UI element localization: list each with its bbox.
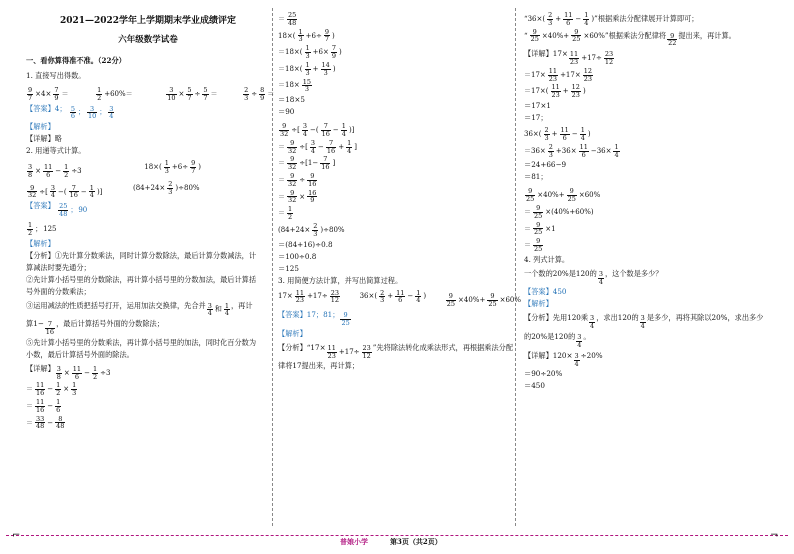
corner-mark: ¬: [770, 530, 779, 541]
step: ＝17×( $\frac{11}{23}$ + $\frac{12}{23}$ ): [524, 83, 586, 100]
step: $\frac{9}{25}$ ×40%+ $\frac{9}{25}$ ×60%: [526, 187, 601, 204]
detail-4: 【详解】120× $\frac{3}{4}$ ÷20%: [524, 350, 603, 368]
jiexi-label: 【解析】: [278, 328, 307, 338]
detail-3: 【详解】17× $\frac{11}{23}$ +17÷ $\frac{23}{12}$: [524, 49, 614, 66]
column-divider: [515, 8, 516, 526]
jiexi-label: 【解析】: [524, 299, 553, 309]
step: ＝ $\frac{25}{48}$: [278, 11, 297, 27]
analysis-line: 的20%是120的 $\frac{3}{4}$ 。: [524, 332, 591, 349]
detail-2: 【详解】 $\frac{3}{8}$ × $\frac{11}{6}$ − $\frac{1}{2}$ ÷3: [26, 363, 111, 381]
step: ＝100÷0.8: [278, 251, 317, 261]
step: ＝ $\frac{9}{32}$ ÷ $\frac{9}{16}$: [278, 172, 317, 188]
question-2: 2. 用递等式计算。: [26, 146, 86, 156]
answer-4: 【答案】450: [524, 287, 567, 297]
column-1: [26, 10, 275, 522]
analysis-line: 【分析】先用120乘 $\frac{3}{4}$ ，求出120的 $\frac{3}{4}$ 是多少，再将其除以20%，求出多少: [524, 313, 764, 331]
step: ＝24+66−9: [524, 160, 567, 170]
corner-mark: ⌐: [12, 530, 21, 541]
step: ＝90: [278, 107, 295, 117]
q1-expressions: $\frac{9}{7}$ ×4× $\frac{7}{9}$ ＝ $\frac{1}{2}$ +60%＝ $\frac{3}{10}$ × $\frac{5}{7}$ ÷ $\frac{5}{7}$ ＝ $\frac{2}{3}$ ÷ $\frac{8}{9}$ ＝: [28, 85, 275, 102]
step: ＝450: [524, 381, 545, 391]
answer-2-cont: $\frac{1}{2}$ ； 125: [28, 220, 57, 237]
analysis-line: 算1− $\frac{7}{16}$ ，最后计算括号外面的分数除法；: [26, 319, 164, 336]
step: ＝ $\frac{9}{32}$ ÷[ $\frac{3}{4}$ − $\frac{7}{16}$ + $\frac{1}{4}$ ]: [278, 138, 357, 155]
jiexi-label: 【解析】: [26, 238, 55, 248]
step: ＝(84+16)÷0.8: [278, 239, 333, 249]
analysis-line: ②先计算小括号里的分数除法，再计算小括号里的分数加法，最后计算括: [26, 274, 257, 284]
step: ＝18×5: [278, 95, 305, 105]
answer-2: 【答案】 $\frac{25}{48}$ ； 90: [26, 201, 88, 219]
step: ＝17× $\frac{11}{23}$ +17× $\frac{12}{23}$: [524, 66, 592, 83]
analysis-line: 【分析】“17× $\frac{11}{23}$ +17÷ $\frac{23}{12}$ ”先将除法转化成乘法形式，再根据乘法分配: [278, 342, 514, 360]
step: (84+24× $\frac{2}{3}$ )÷80%: [278, 221, 345, 238]
step: 36×( $\frac{2}{3}$ + $\frac{11}{6}$ − $\frac{1}{4}$ ): [524, 126, 591, 142]
section-heading: 一、看你算得准不准。（22分）: [26, 55, 126, 65]
page-footer: [0, 526, 794, 554]
footer-school: 普娘小学: [340, 537, 368, 546]
jiexi-label: 【解析】: [26, 122, 55, 132]
step: ＝18× $\frac{15}{3}$: [278, 77, 312, 94]
answer-1: 【答案】4； $\frac{5}{6}$ ； $\frac{3}{10}$ ； $\frac{3}{4}$: [26, 103, 114, 121]
question-4: 4. 列式计算。: [524, 254, 570, 264]
step: ＝ $\frac{9}{25}$ ×(40%+60%): [524, 203, 594, 220]
step: ＝17×1: [524, 101, 551, 111]
q2-line-2: $\frac{9}{32}$ ÷[ $\frac{3}{4}$ −( $\frac{7}{16}$ − $\frac{1}{4}$ )] (84+24× $\frac{2}{3}$ )÷80%: [28, 179, 200, 200]
step: ＝ $\frac{11}{16}$ − $\frac{1}{6}$: [26, 398, 61, 414]
column-divider: [272, 8, 273, 526]
step: ＝90÷20%: [524, 369, 563, 379]
analysis-line: ⑤先计算小括号里的分数乘法，再计算小括号里的加法，同时化百分数为: [26, 337, 257, 347]
exam-title: 2021—2022学年上学期期末学业成绩评定: [59, 16, 237, 26]
exam-subtitle: 六年级数学试卷: [118, 35, 178, 46]
analysis-line: 号外面的分数乘法；: [26, 286, 91, 296]
analysis-line: 小数，最后计算括号外面的除法。: [26, 349, 134, 359]
step: ＝ $\frac{33}{48}$ − $\frac{8}{48}$: [26, 414, 65, 431]
q3-expressions: 17× $\frac{11}{23}$ +17÷ $\frac{23}{12}$ 36×( $\frac{2}{3}$ + $\frac{11}{6}$ − $\frac{1}{4}$ ) $\frac{9}{25}$ ×40%+ $\frac{9}{25}$ ×60%: [278, 288, 522, 309]
column-3: [524, 10, 778, 522]
step: ＝ $\frac{9}{32}$ × $\frac{16}{9}$: [278, 188, 317, 205]
footer-divider: [6, 535, 788, 536]
step: ＝125: [278, 263, 299, 273]
step: ＝17；: [524, 113, 548, 123]
step: ＝18×( $\frac{1}{3}$ +6× $\frac{7}{9}$ ): [278, 44, 342, 61]
analysis-line: “36×( $\frac{2}{3}$ + $\frac{11}{6}$ − $\frac{1}{4}$ )”根据乘法分配律展开计算即可；: [524, 11, 699, 27]
step: ＝36× $\frac{2}{3}$ +36× $\frac{11}{6}$ −36× $\frac{1}{4}$: [524, 142, 619, 159]
footer-page: 第3页（共2页）: [390, 537, 442, 546]
analysis-line: 律将17提出来，再计算；: [278, 361, 360, 371]
answer-3: 【答案】17；81； $\frac{9}{25}$: [278, 310, 350, 327]
step: ＝ $\frac{9}{32}$ ÷[1− $\frac{7}{16}$ ]: [278, 155, 336, 172]
analysis-line: 【分析】①先计算分数乘法，同时计算分数除法，最后计算分数减法，计: [26, 250, 257, 260]
step: ＝ $\frac{1}{2}$: [278, 205, 293, 222]
step: ＝18×( $\frac{1}{3}$ + $\frac{14}{3}$ ): [278, 60, 336, 77]
step: ＝81；: [524, 172, 548, 182]
analysis-line: “ $\frac{9}{25}$ ×40%+ $\frac{9}{25}$ ×60%”根据乘法分配律将 $\frac{9}{22}$ 提出来，再计算。: [524, 27, 736, 48]
analysis-line: ③运用减法的性质把括号打开，运用加法交换律，先合并 $\frac{3}{4}$ 和 $\frac{1}{4}$ ，再计: [26, 300, 253, 318]
column-2: [278, 10, 522, 522]
detail-1: 【详解】略: [26, 134, 62, 144]
question-3: 3. 用简便方法计算，并写出简算过程。: [278, 275, 403, 285]
question-1: 1. 直接写出得数。: [26, 70, 86, 80]
step: ＝ $\frac{9}{25}$: [524, 237, 543, 253]
q2-line-1: $\frac{3}{8}$ × $\frac{11}{6}$ − $\frac{1}{2}$ ÷3 18×( $\frac{1}{3}$ +6÷ $\frac{9}{7}$ ): [28, 159, 201, 179]
analysis-line: 算减法时要先通分；: [26, 262, 91, 272]
step: ＝ $\frac{11}{16}$ − $\frac{1}{2}$ × $\frac{1}{3}$: [26, 381, 77, 398]
step: 18×( $\frac{1}{3}$ +6÷ $\frac{9}{7}$ ): [278, 27, 335, 44]
question-4-text: 一个数的20%是120的 $\frac{3}{4}$ ，这个数是多少？: [524, 268, 663, 286]
step: ＝ $\frac{9}{25}$ ×1: [524, 220, 556, 237]
step: $\frac{9}{32}$ ÷[ $\frac{3}{4}$ −( $\frac{7}{16}$ − $\frac{1}{4}$ )]: [280, 122, 355, 138]
